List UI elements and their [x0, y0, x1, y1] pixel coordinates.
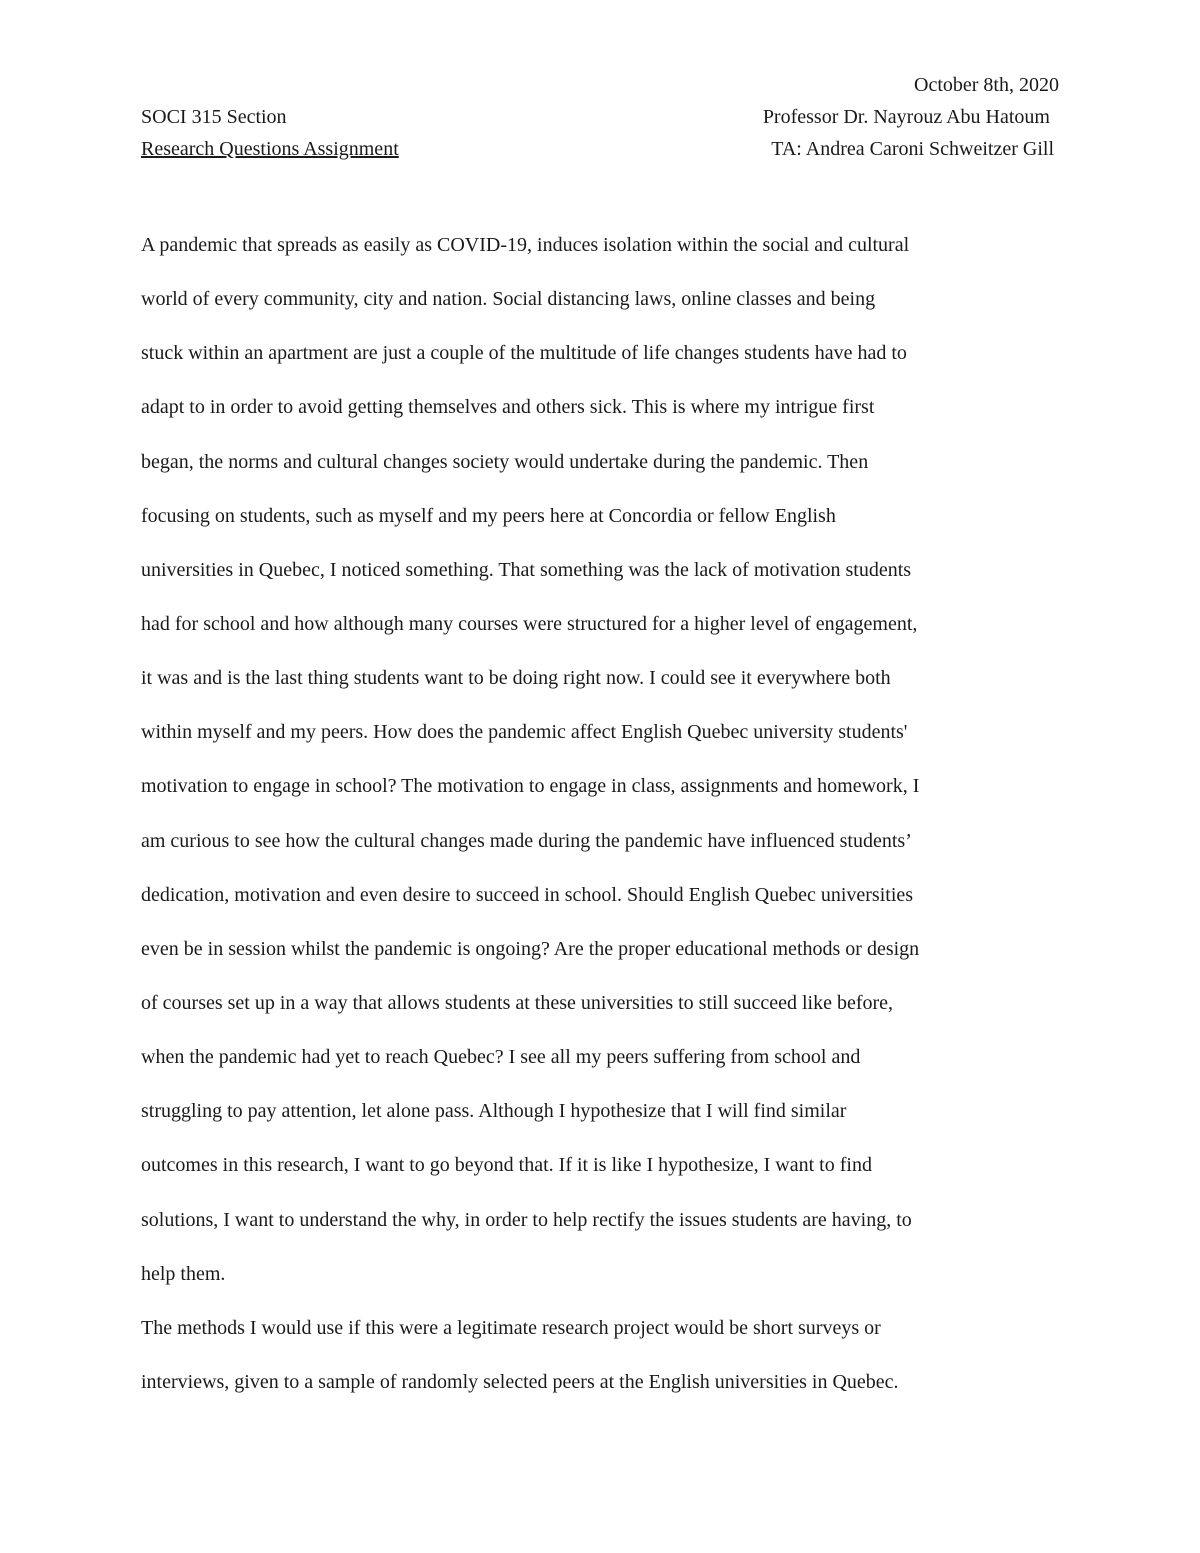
text-line: stuck within an apartment are just a couple of the multitude of life changes students have had to [141, 342, 907, 365]
date: October 8th, 2020 [914, 74, 1059, 96]
text-line: within myself and my peers. How does the pandemic affect English Quebec university students' [141, 721, 908, 744]
text-line: A pandemic that spreads as easily as COVID-19, induces isolation within the social and cultural [141, 234, 910, 256]
text-line: even be in session whilst the pandemic is ongoing? Are the proper educational methods or design [141, 937, 920, 960]
text-line: help them. [141, 1262, 226, 1285]
text-line: motivation to engage in school? The motivation to engage in class, assignments and homework, I [141, 775, 920, 798]
text-line: The methods I would use if this were a legitimate research project would be short surveys or [141, 1316, 881, 1339]
text-line: began, the norms and cultural changes society would undertake during the pandemic. Then [141, 450, 869, 473]
text-line: am curious to see how the cultural changes made during the pandemic have influenced students’ [141, 829, 912, 852]
text-line: of courses set up in a way that allows students at these universities to still succeed like before, [141, 991, 894, 1014]
text-line: solutions, I want to understand the why, in order to help rectify the issues students are having, to [141, 1208, 912, 1231]
professor-name: Professor Dr. Nayrouz Abu Hatoum [762, 106, 1050, 128]
text-line: when the pandemic had yet to reach Quebec? I see all my peers suffering from school and [141, 1046, 861, 1069]
ta-name: TA: Andrea Caroni Schweitzer Gill [771, 138, 1054, 160]
text-line: dedication, motivation and even desire to succeed in school. Should English Quebec universities [141, 883, 914, 906]
assignment-title: Research Questions Assignment [141, 138, 399, 160]
text-line: outcomes in this research, I want to go beyond that. If it is like I hypothesize, I want to find [141, 1154, 872, 1177]
essay-body [141, 218, 1061, 1409]
text-line: world of every community, city and nation. Social distancing laws, online classes and being [141, 288, 876, 311]
text-line: focusing on students, such as myself and my peers here at Concordia or fellow English [141, 504, 836, 527]
course-section: SOCI 315 Section [141, 106, 287, 128]
text-line: had for school and how although many courses were structured for a higher level of engagement, [141, 612, 918, 635]
text-line: interviews, given to a sample of randomly selected peers at the English universities in Quebec. [141, 1370, 899, 1393]
text-line: adapt to in order to avoid getting themselves and others sick. This is where my intrigue first [141, 396, 875, 419]
text-line: universities in Quebec, I noticed something. That something was the lack of motivation students [141, 558, 912, 581]
text-line: struggling to pay attention, let alone pass. Although I hypothesize that I will find similar [141, 1100, 847, 1123]
text-line: it was and is the last thing students want to be doing right now. I could see it everywhere both [141, 667, 891, 690]
